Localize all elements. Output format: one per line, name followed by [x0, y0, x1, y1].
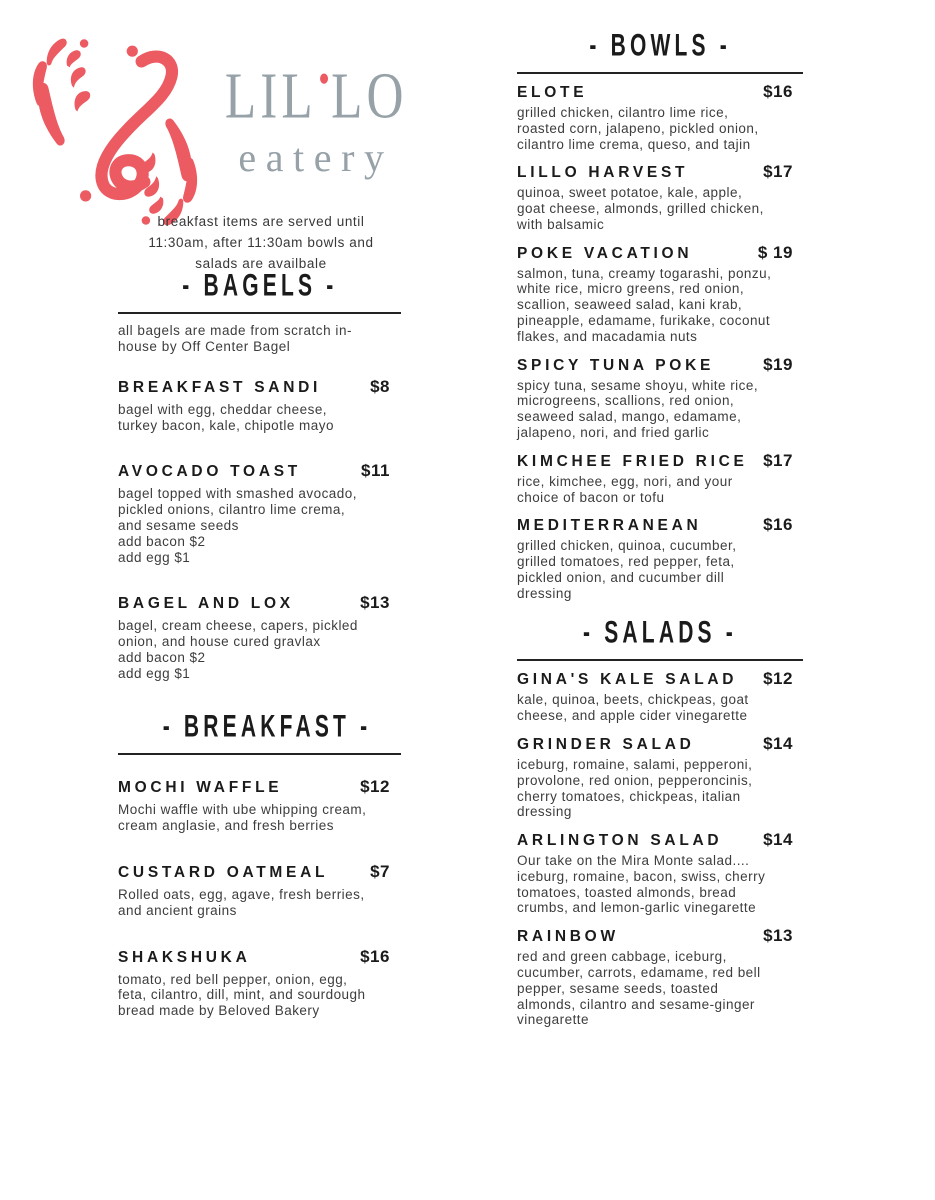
menu-item-lillo-harvest [517, 162, 803, 232]
item-price: $17 [763, 162, 793, 182]
item-description: grilled chicken, cilantro lime rice, roasted corn, jalapeno, pickled onion, cilantro lime crema, queso, and tajin [517, 105, 759, 152]
section-header [118, 711, 401, 755]
item-name: BAGEL AND LOX [118, 595, 294, 613]
item-price: $13 [360, 593, 390, 613]
item-price: $16 [763, 82, 793, 101]
item-name: SHAKSHUKA [118, 948, 251, 966]
logo [28, 30, 428, 215]
menu-item-bagel-and-lox [118, 593, 401, 681]
item-addon: add bacon $2 [118, 649, 206, 665]
item-price: $14 [763, 733, 793, 753]
menu-item-spicy-tuna-poke [517, 355, 803, 441]
item-price: $13 [763, 926, 793, 946]
item-description: Mochi waffle with ube whipping cream, cream anglasie, and fresh berries [118, 802, 367, 834]
menu-item-avocado-toast [118, 461, 401, 565]
item-description: iceburg, romaine, salami, pepperoni, provolone, red onion, pepperoncinis, cherry tomatoes, chickpeas, italian dressing [517, 756, 753, 820]
item-price: $7 [370, 862, 390, 881]
item-name: RAINBOW [517, 928, 619, 946]
wordmark-name [224, 59, 408, 132]
item-name: AVOCADO TOAST [118, 463, 301, 481]
wordmark-dot-icon [320, 73, 328, 83]
item-description: tomato, red bell pepper, onion, egg, feta, cilantro, dill, mint, and sourdough bread made by Beloved Bakery [118, 971, 366, 1019]
item-description: Rolled oats, egg, agave, fresh berries, and ancient grains [118, 887, 365, 918]
item-price: $11 [361, 461, 390, 481]
item-name: BREAKFAST SANDI [118, 378, 322, 396]
menu-item-breakfast-sandi [118, 377, 401, 434]
item-name: LILLO HARVEST [517, 164, 689, 182]
menu-item-mochi-waffle [118, 777, 401, 834]
service-note-line: 11:30am, after 11:30am bowls and [148, 234, 374, 250]
item-description: kale, quinoa, beets, chickpeas, goat cheese, and apple cider vinegarette [517, 692, 749, 724]
menu-item-ginas-kale-salad [517, 669, 803, 724]
service-note-line: salads are availbale [195, 255, 327, 271]
logo-art [28, 30, 208, 220]
item-price: $17 [763, 450, 793, 470]
item-description: bagel topped with smashed avocado, pickled onions, cilantro lime crema, and sesame seeds [118, 486, 357, 533]
section-title: - BREAKFAST - [162, 709, 372, 745]
left-column [118, 267, 401, 1019]
item-name: SPICY TUNA POKE [517, 356, 715, 374]
item-description: salmon, tuna, creamy togarashi, ponzu, white rice, micro greens, red onion, scallion, seaweed salad, kani krab, pineapple, edamame, furikake, coconut flakes, and macadamia nuts [517, 265, 772, 344]
wordmark [196, 59, 436, 180]
menu-item-custard-oatmeal [118, 862, 401, 919]
service-note [118, 212, 404, 275]
section-header [118, 267, 401, 314]
item-name: KIMCHEE FRIED RICE [517, 452, 748, 470]
item-description: Our take on the Mira Monte salad.... iceburg, romaine, bacon, swiss, cherry tomatoes, toasted almonds, bread crumbs, and lemon-garlic vinegarette [517, 853, 766, 916]
item-description: rice, kimchee, egg, nori, and your choice of bacon or tofu [517, 473, 733, 505]
item-name: MEDITERRANEAN [517, 517, 702, 535]
item-name: MOCHI WAFFLE [118, 779, 283, 797]
item-description: spicy tuna, sesame shoyu, white rice, microgreens, scallions, red onion, seaweed salad, mango, edamame, jalapeno, nori, and fried garlic [517, 377, 759, 440]
item-price: $16 [763, 515, 793, 535]
item-addon: add egg $1 [118, 549, 191, 565]
menu-item-poke-vacation [517, 243, 803, 345]
item-price: $8 [370, 376, 390, 396]
menu-item-kimchee-fried-rice [517, 451, 803, 506]
menu-item-shakshuka [118, 947, 401, 1019]
item-name: ARLINGTON SALAD [517, 832, 723, 850]
section-header [517, 617, 803, 661]
wordmark-part1: LIL [224, 59, 317, 132]
item-price: $16 [360, 946, 390, 966]
menu-item-mediterranean [517, 515, 803, 601]
item-price: $14 [763, 830, 793, 850]
item-name: GRINDER SALAD [517, 735, 695, 753]
section-bagels [118, 267, 401, 681]
menu-item-elote [517, 82, 803, 152]
item-price: $ 19 [757, 242, 793, 262]
menu-item-grinder-salad [517, 734, 803, 820]
item-name: ELOTE [517, 84, 588, 101]
item-name: POKE VACATION [517, 244, 693, 262]
service-note-line: breakfast items are served until [157, 214, 365, 229]
item-description: grilled chicken, quinoa, cucumber, grilled tomatoes, red pepper, feta, pickled onion, and cucumber dill dressing [517, 538, 737, 601]
section-breakfast [118, 711, 401, 1018]
right-column [517, 27, 803, 1028]
item-description: red and green cabbage, iceburg, cucumber, carrots, edamame, red bell pepper, sesame seeds, toasted almonds, cilantro and sesame-ginger vinegarette [517, 949, 761, 1028]
section-salads [517, 617, 803, 1028]
wordmark-tagline: eatery [238, 135, 394, 180]
item-addon: add egg $1 [118, 665, 191, 681]
item-description: bagel, cream cheese, capers, pickled onion, and house cured gravlax [118, 618, 358, 650]
section-title: - BOWLS - [589, 27, 731, 63]
item-name: GINA'S KALE SALAD [517, 671, 738, 689]
item-description: bagel with egg, cheddar cheese, turkey bacon, kale, chipotle mayo [118, 401, 334, 433]
item-price: $12 [763, 669, 793, 689]
section-header [517, 27, 803, 74]
section-title: - BAGELS - [181, 267, 338, 303]
section-bowls [517, 27, 803, 601]
item-price: $12 [360, 777, 390, 797]
item-price: $19 [763, 354, 793, 374]
menu-item-rainbow [517, 926, 803, 1028]
item-description: quinoa, sweet potatoe, kale, apple, goat cheese, almonds, grilled chicken, with balsamic [517, 185, 764, 232]
wordmark-part2: LO [330, 59, 408, 132]
menu-item-arlington-salad [517, 830, 803, 916]
item-name: CUSTARD OATMEAL [118, 864, 329, 881]
item-addon: add bacon $2 [118, 533, 206, 549]
section-intro: all bagels are made from scratch in-house by Off Center Bagel [118, 323, 353, 354]
section-title: - SALADS - [583, 615, 737, 651]
